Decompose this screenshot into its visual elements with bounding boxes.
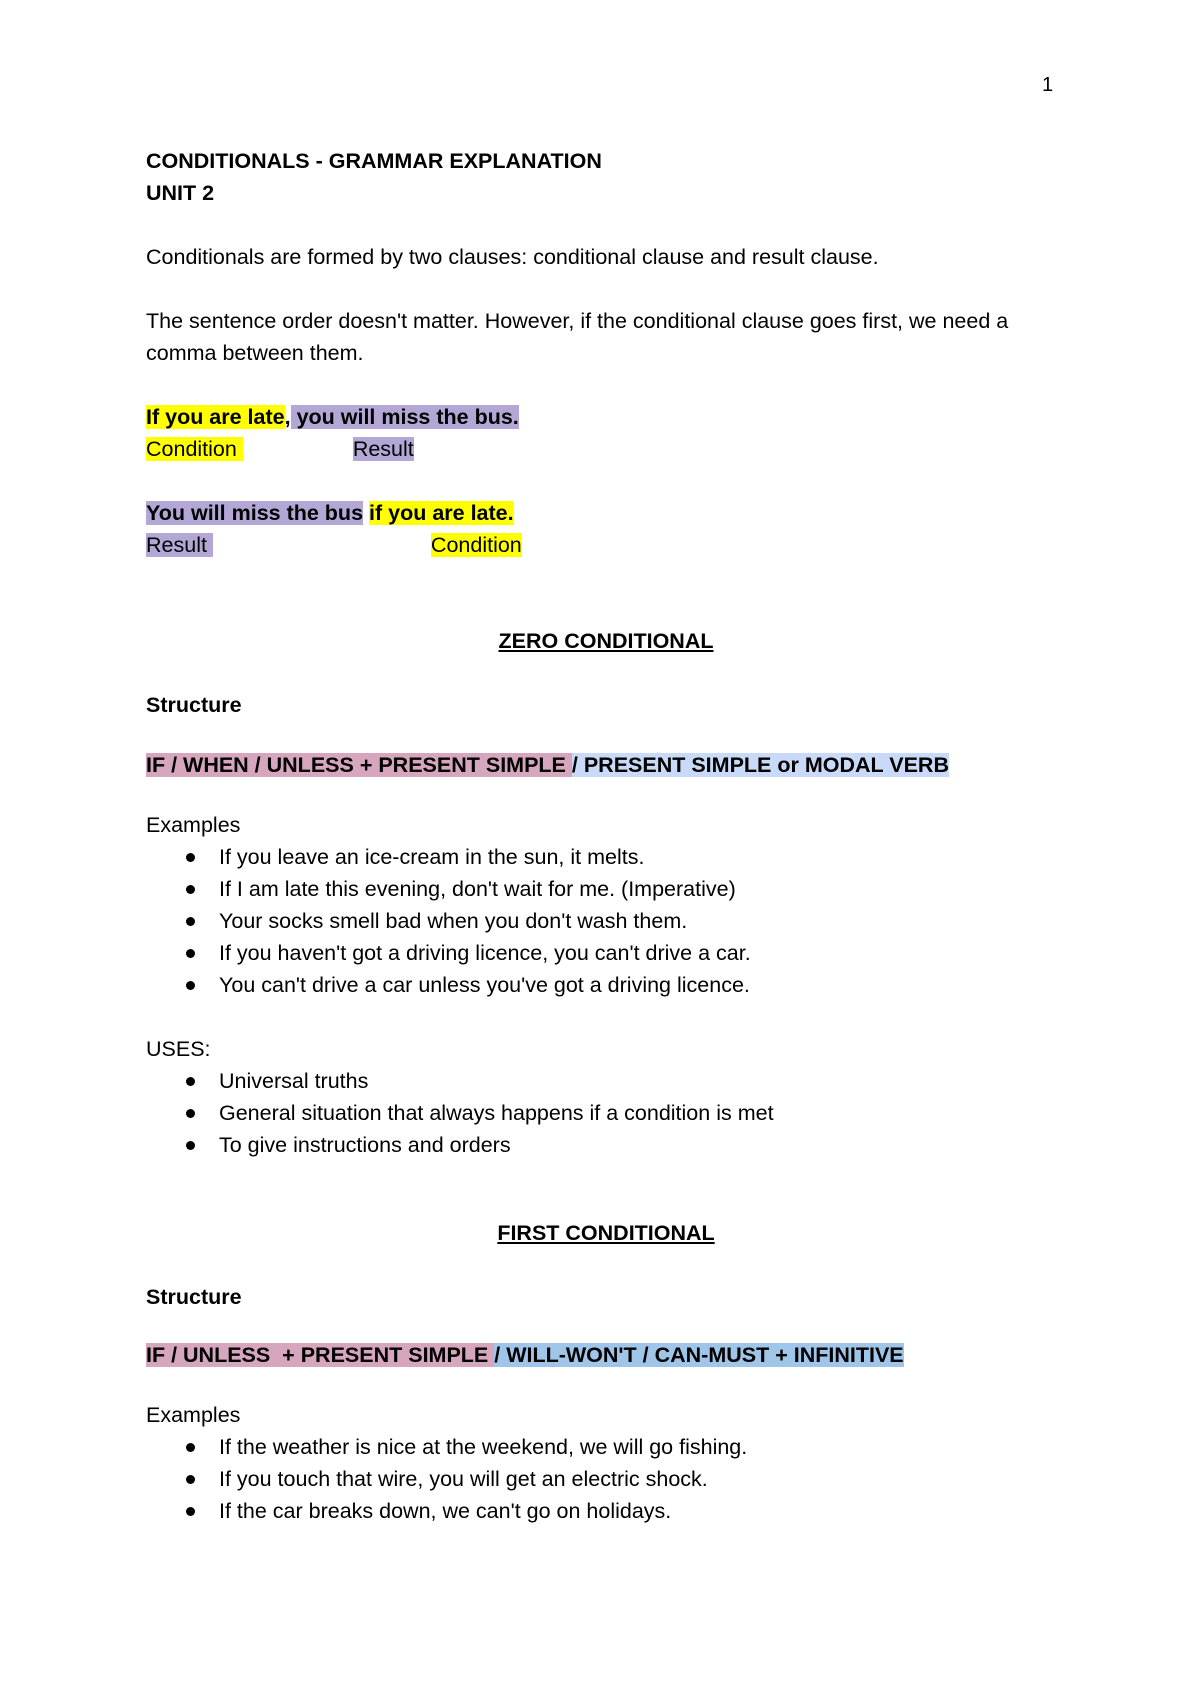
result-clause: You will miss the bus [146,501,364,525]
condition-clause: If you are late [146,405,285,429]
comma: , [284,405,291,429]
bullet-dot-icon [186,1507,195,1516]
bullet-dot-icon [186,1475,195,1484]
zero-examples-label: Examples [146,813,241,837]
zero-uses-list [146,1065,1066,1161]
zero-structure-result-part: / PRESENT SIMPLE or MODAL VERB [571,753,949,777]
list-item: If you leave an ice-cream in the sun, it melts. [146,841,1066,873]
order-note-paragraph: The sentence order doesn't matter. However, if the conditional clause goes first, we need a comma between them. [146,309,1009,365]
example-sentence-result-first [146,497,1066,529]
bullet-dot-icon [186,1109,195,1118]
condition-clause: if you are late. [369,501,514,525]
bullet-dot-icon [186,1141,195,1150]
bullet-dot-icon [186,949,195,958]
bullet-dot-icon [186,917,195,926]
first-examples-label: Examples [146,1403,241,1427]
zero-structure-if-part: IF / WHEN / UNLESS + PRESENT SIMPLE [146,753,572,777]
first-structure-formula [146,1339,1066,1371]
document-body [146,145,1066,1527]
list-item: If the weather is nice at the weekend, we will go fishing. [146,1431,1066,1463]
zero-uses-label: USES: [146,1037,211,1061]
list-item: You can't drive a car unless you've got a driving licence. [146,969,1066,1001]
first-examples-list [146,1431,1066,1527]
document-subtitle: UNIT 2 [146,181,215,205]
zero-structure-formula [146,749,1066,781]
first-structure-result-part: / WILL-WON'T / CAN-MUST + INFINITIVE [494,1343,904,1367]
page-number: 1 [1042,74,1054,96]
bullet-dot-icon [186,1443,195,1452]
intro-paragraph: Conditionals are formed by two clauses: conditional clause and result clause. [146,245,879,269]
example-labels-condition-first [146,433,1066,465]
bullet-dot-icon [186,981,195,990]
result-clause: you will miss the bus. [290,405,519,429]
list-item: General situation that always happens if a condition is met [146,1097,1066,1129]
bullet-dot-icon [186,853,195,862]
document-title: CONDITIONALS - GRAMMAR EXPLANATION [146,149,602,173]
bullet-dot-icon [186,1077,195,1086]
first-conditional-heading: FIRST CONDITIONAL [497,1221,715,1245]
list-item: Universal truths [146,1065,1066,1097]
list-item: Your socks smell bad when you don't wash them. [146,905,1066,937]
list-item: If you touch that wire, you will get an electric shock. [146,1463,1066,1495]
condition-label: Condition [146,437,243,461]
zero-conditional-heading: ZERO CONDITIONAL [498,629,714,653]
example-labels-result-first [146,529,1066,561]
bullet-dot-icon [186,885,195,894]
list-item: If you haven't got a driving licence, you can't drive a car. [146,937,1066,969]
condition-label: Condition [430,533,522,557]
zero-structure-label: Structure [146,693,242,717]
list-item: If the car breaks down, we can't go on holidays. [146,1495,1066,1527]
list-item: To give instructions and orders [146,1129,1066,1161]
list-item: If I am late this evening, don't wait for me. (Imperative) [146,873,1066,905]
first-structure-label: Structure [146,1285,242,1309]
zero-examples-list [146,841,1066,1001]
result-label: Result [146,533,213,557]
example-sentence-condition-first [146,401,1066,433]
first-structure-if-part: IF / UNLESS + PRESENT SIMPLE [146,1343,495,1367]
result-label: Result [352,437,414,461]
